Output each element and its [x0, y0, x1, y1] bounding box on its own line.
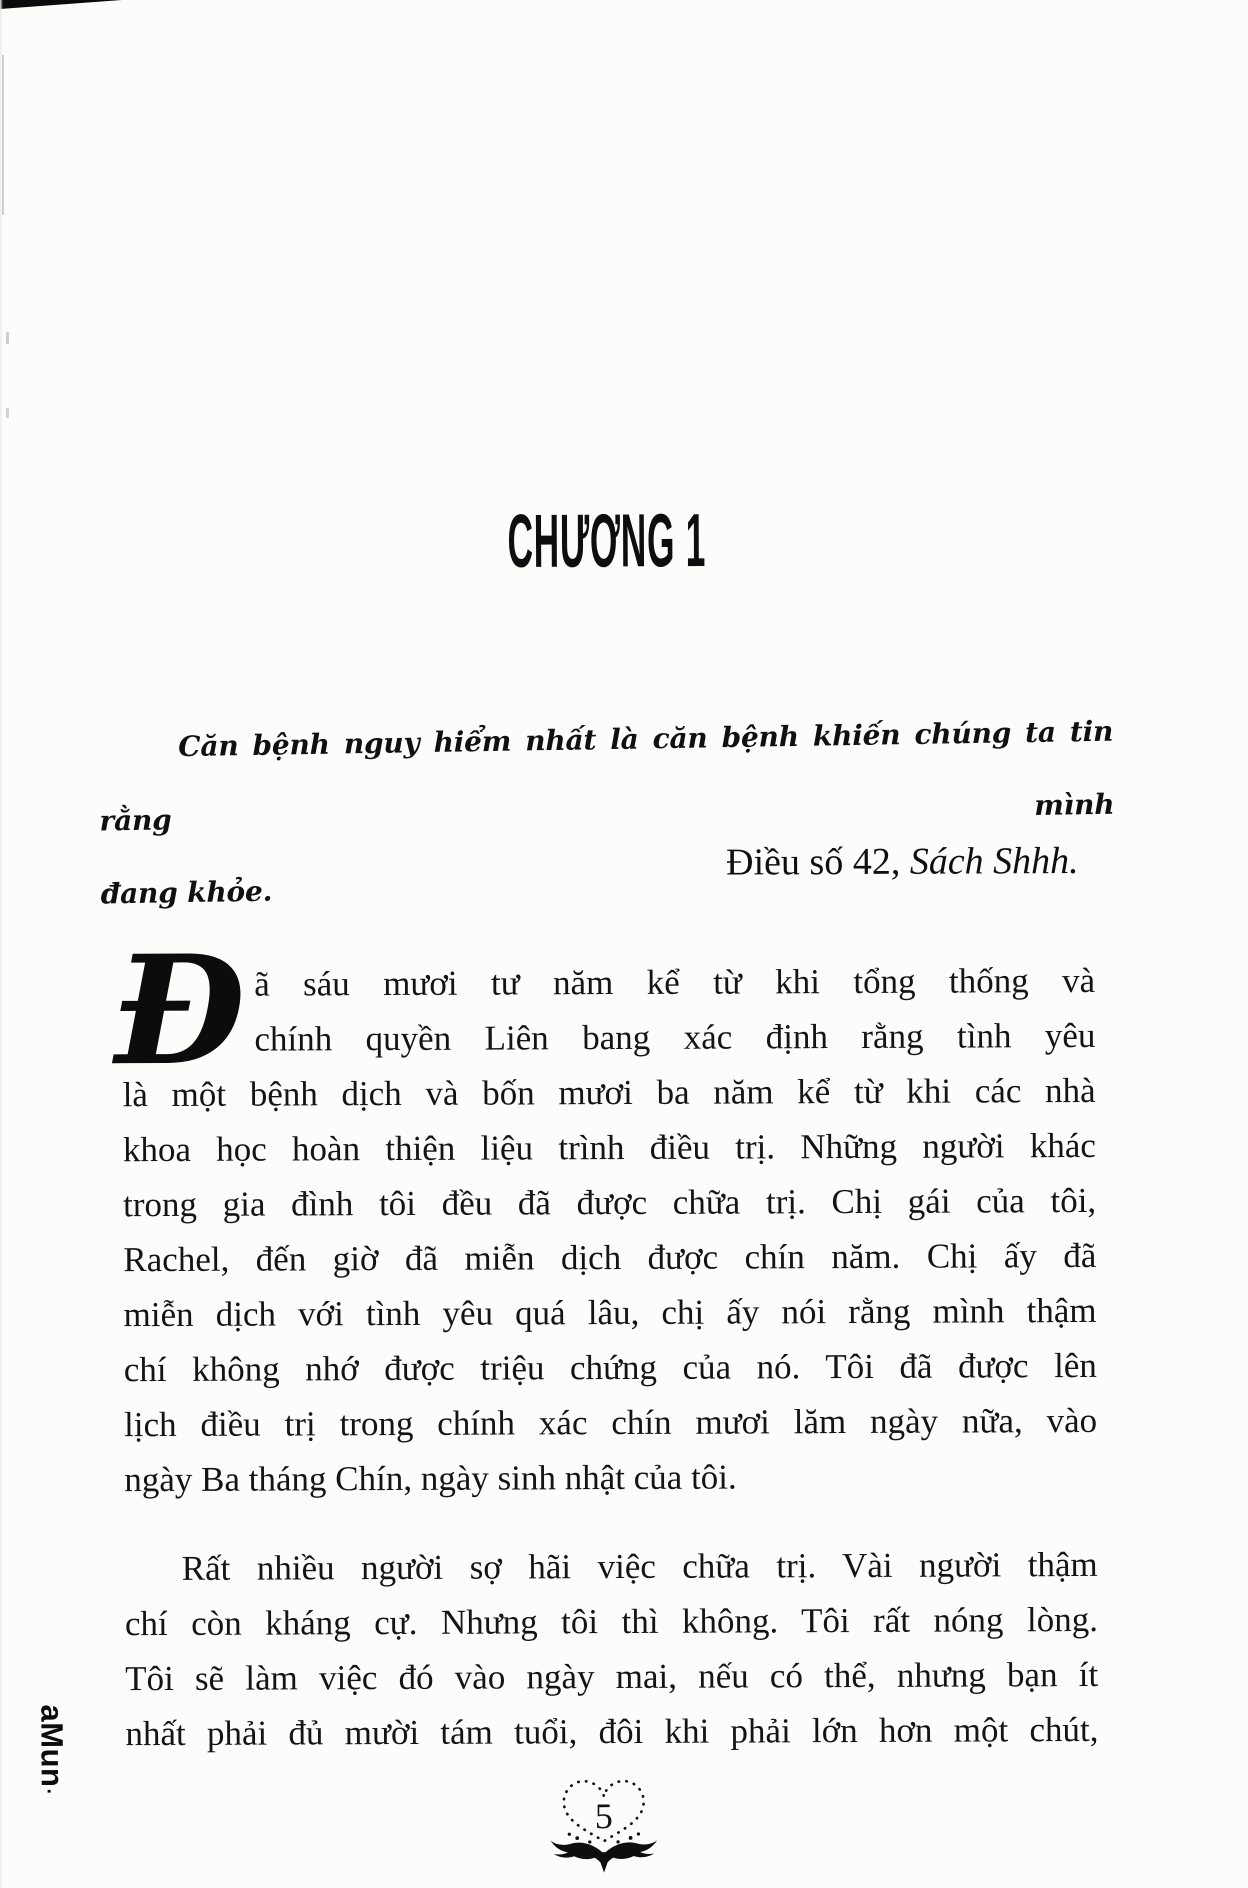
- body-line: chính quyền Liên bang xác định rằng tình yêu: [254, 1015, 1096, 1059]
- body-line: miễn dịch với tình yêu quá lâu, chị ấy nói rằng mình thậm: [123, 1290, 1097, 1335]
- epigraph-line: đang khỏe.: [100, 874, 273, 911]
- epigraph-line: Căn bệnh nguy hiểm nhất là căn bệnh khiến chúng ta tin rằng mình: [99, 714, 1115, 838]
- publisher-logo: [33, 1704, 69, 1794]
- epigraph: [98, 695, 1116, 931]
- page-number: 5: [594, 1796, 613, 1837]
- drop-cap: Đ: [113, 922, 246, 1100]
- body-text: [113, 922, 1099, 1761]
- page-number-ornament: [539, 1772, 669, 1879]
- publisher-logo-text: aMun: [34, 1704, 70, 1788]
- attribution-rule: Điều số 42,: [726, 840, 910, 884]
- body-line: Tôi sẽ làm việc đó vào ngày mai, nếu có thể, nhưng bạn ít: [125, 1654, 1099, 1699]
- body-line: Rất nhiều người sợ hãi việc chữa trị. Vài người thậm: [181, 1544, 1098, 1588]
- epigraph-attribution: [122, 831, 1095, 895]
- body-line: ã sáu mươi tư năm kể từ khi tổng thống và: [254, 960, 1096, 1004]
- body-line: chí còn kháng cự. Nhưng tôi thì không. Tôi rất nóng lòng.: [124, 1599, 1099, 1644]
- logo-trademark-dot: .: [42, 1788, 65, 1795]
- body-line: trong gia đình tôi đều đã được chữa trị. Chị gái của tôi,: [123, 1180, 1097, 1225]
- body-line: khoa học hoàn thiện liệu trình điều trị. Những người khác: [122, 1125, 1096, 1170]
- body-line: Rachel, đến giờ đã miễn dịch được chín năm. Chị ấy đã: [123, 1235, 1097, 1280]
- body-line: chí không nhớ được triệu chứng của nó. Tôi đã được lên: [123, 1345, 1097, 1390]
- body-line: ngày Ba tháng Chín, ngày sinh nhật của tôi.: [124, 1457, 737, 1500]
- body-line: là một bệnh dịch và bốn mươi ba năm kể từ khi các nhà: [122, 1070, 1096, 1115]
- paragraph: [125, 1537, 1099, 1761]
- wing-flourish: [550, 1832, 657, 1873]
- body-line: nhất phải đủ mười tám tuổi, đôi khi phải lớn hơn một chút,: [125, 1709, 1099, 1754]
- attribution-source: Sách Shhh.: [909, 840, 1079, 883]
- body-line: lịch điều trị trong chính xác chín mươi lăm ngày nữa, vào: [124, 1400, 1098, 1445]
- chapter-title: CHƯƠNG 1: [507, 499, 707, 585]
